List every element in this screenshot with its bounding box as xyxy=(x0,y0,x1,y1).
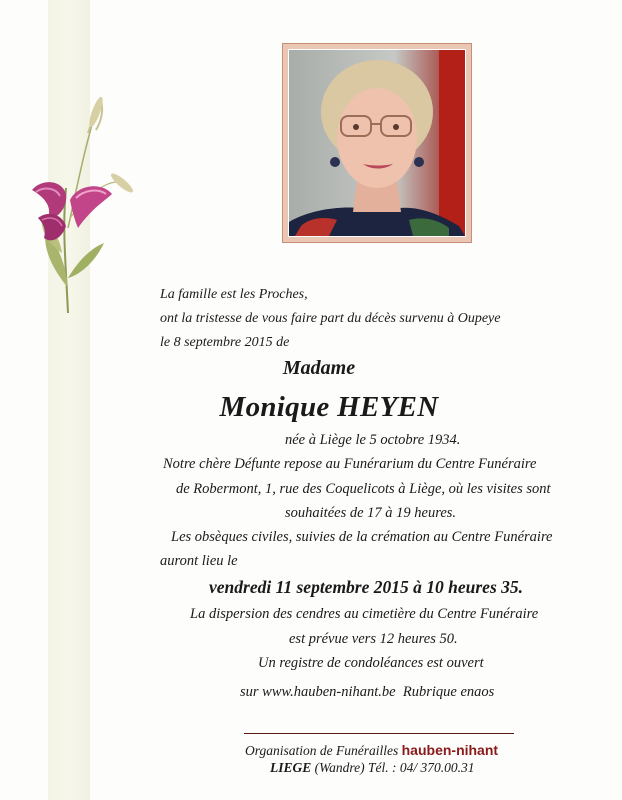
closing-line: Un registre de condoléances est ouvert xyxy=(258,655,484,671)
body-line: Notre chère Défunte repose au Funérarium du Centre Funéraire xyxy=(163,456,537,472)
portrait-image xyxy=(289,50,465,236)
ceremony-datetime: vendredi 11 septembre 2015 à 10 heures 35. xyxy=(209,577,524,597)
portrait-frame xyxy=(282,43,472,243)
birth-line: née à Liège le 5 octobre 1934. xyxy=(285,432,461,448)
footer-district: (Wandre) xyxy=(314,760,365,775)
body-line: Les obsèques civiles, suivies de la crémation au Centre Funéraire xyxy=(171,529,553,545)
intro-line: La famille est les Proches, xyxy=(160,287,308,302)
body-line: auront lieu le xyxy=(160,553,238,569)
honorific: Madame xyxy=(282,357,356,379)
body-line: souhaitées de 17 à 19 heures. xyxy=(285,505,457,521)
portrait-photo xyxy=(288,49,466,237)
footer-city: LIEGE xyxy=(270,760,312,775)
organisation-label: Organisation de Funérailles xyxy=(245,743,399,758)
intro-line: le 8 septembre 2015 de xyxy=(160,335,290,350)
brand-logo: hauben-nihant xyxy=(401,742,499,758)
intro-line: ont la tristesse de vous faire part du décès survenu à Oupeye xyxy=(160,311,501,326)
footer-divider xyxy=(244,733,514,734)
closing-line: La dispersion des cendres au cimetière du Centre Funéraire xyxy=(190,606,539,622)
footer-phone-label: Tél. : xyxy=(368,760,397,775)
closing-line: est prévue vers 12 heures 50. xyxy=(289,631,458,647)
footer-phone: 04/ 370.00.31 xyxy=(399,760,475,775)
footer-contact xyxy=(270,760,475,776)
footer-organisation xyxy=(245,742,498,759)
calla-lily-illustration xyxy=(22,78,142,318)
intro-text xyxy=(160,283,500,355)
website-line: sur www.hauben-nihant.be Rubrique enaos xyxy=(240,684,495,700)
deceased-name: Monique HEYEN xyxy=(219,391,439,423)
body-line: de Robermont, 1, rue des Coquelicots à Liège, où les visites sont xyxy=(176,481,551,497)
